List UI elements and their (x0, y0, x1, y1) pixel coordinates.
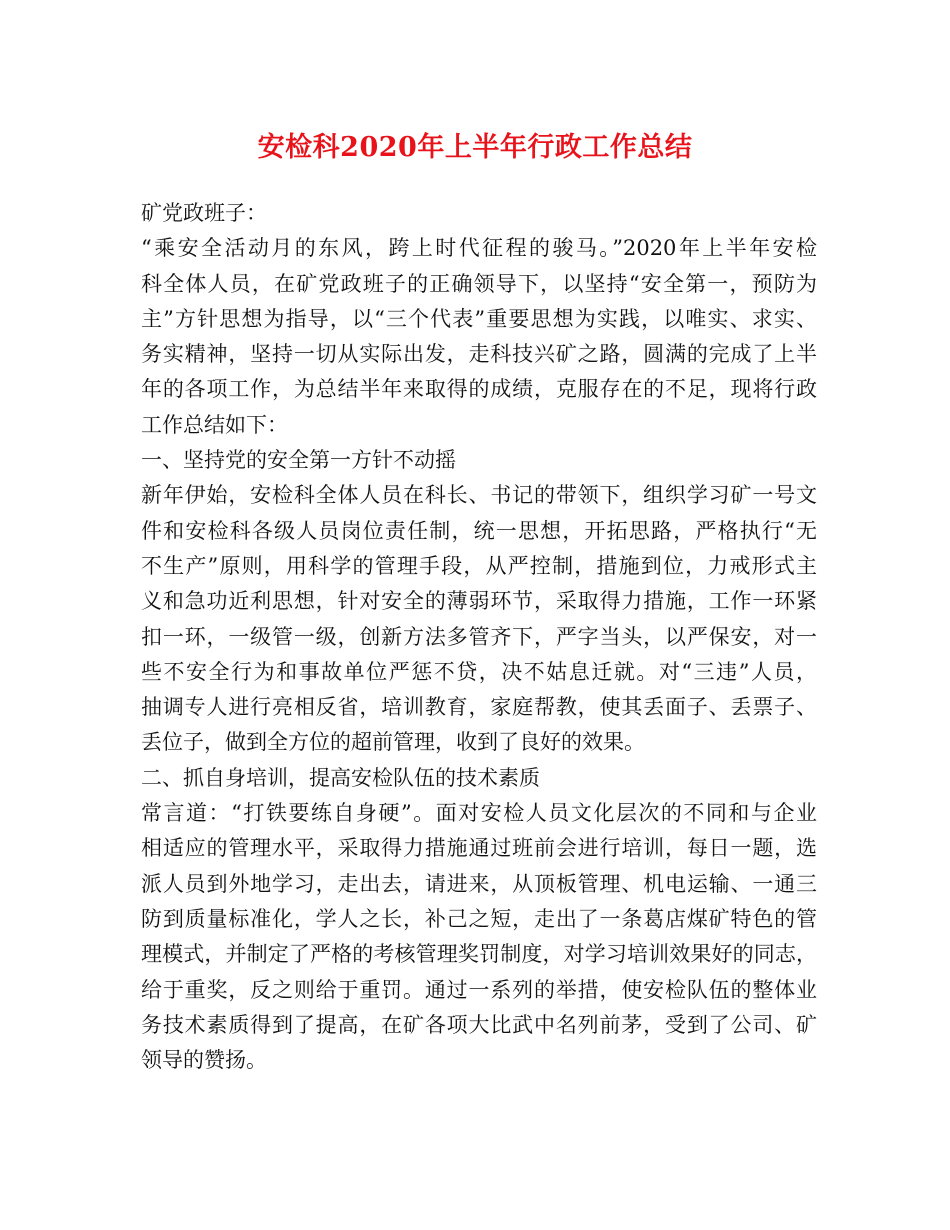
section1-line: 些不安全行为和事故单位严惩不贷，决不姑息迁就。对“三违”人员， (141, 659, 817, 684)
section1-line: 丢位子，做到全方位的超前管理，收到了良好的效果。 (141, 730, 645, 755)
section1-line: 件和安检科各级人员岗位责任制，统一思想，开拓思路，严格执行“无 (141, 518, 817, 543)
section1-line: 义和急功近利思想，针对安全的薄弱环节，采取得力措施，工作一环紧 (141, 589, 817, 614)
section2-line: 理模式，并制定了严格的考核管理奖罚制度，对学习培训效果好的同志， (141, 942, 817, 967)
section2-line: 防到质量标准化，学人之长，补己之短，走出了一条葛店煤矿特色的管 (141, 906, 817, 931)
section-heading: 二、抓自身培训，提高安检队伍的技术素质 (141, 765, 540, 790)
section-heading: 一、坚持党的安全第一方针不动摇 (141, 448, 456, 473)
section1-line: 抽调专人进行亮相反省，培训教育，家庭帮教，使其丢面子、丢票子、 (141, 695, 817, 720)
section1-line: 新年伊始，安检科全体人员在科长、书记的带领下，组织学习矿一号文 (141, 483, 817, 508)
section1-line: 扣一环，一级管一级，创新方法多管齐下，严字当头，以严保安，对一 (141, 624, 817, 649)
section2-line: 务技术素质得到了提高，在矿各项大比武中名列前茅，受到了公司、矿 (141, 1012, 817, 1037)
intro-line: “乘安全活动月的东风，跨上时代征程的骏马。”2020年上半年安检 (141, 236, 817, 261)
intro-line: 务实精神，坚持一切从实际出发，走科技兴矿之路，圆满的完成了上半 (141, 342, 817, 367)
intro-line: 主”方针思想为指导，以“三个代表”重要思想为实践，以唯实、求实、 (141, 306, 817, 331)
section1-line: 不生产”原则，用科学的管理手段，从严控制，措施到位，力戒形式主 (141, 553, 817, 578)
section2-line: 领导的赞扬。 (141, 1048, 267, 1073)
intro-line: 工作总结如下： (141, 412, 288, 437)
intro-line: 科全体人员，在矿党政班子的正确领导下，以坚持“安全第一，预防为 (141, 271, 817, 296)
section2-line: 给于重奖，反之则给于重罚。通过一系列的举措，使安检队伍的整体业 (141, 977, 817, 1002)
section2-line: 常言道：“打铁要练自身硬”。面对安检人员文化层次的不同和与企业 (141, 801, 817, 826)
section2-line: 相适应的管理水平，采取得力措施通过班前会进行培训，每日一题，选 (141, 836, 817, 861)
salutation: 矿党政班子： (141, 201, 267, 225)
document-body (141, 196, 817, 1078)
document-title: 安检科2020年上半年行政工作总结 (257, 132, 693, 163)
section2-line: 派人员到外地学习，走出去，请进来，从顶板管理、机电运输、一通三 (141, 871, 817, 896)
intro-line: 年的各项工作，为总结半年来取得的成绩，克服存在的不足，现将行政 (141, 377, 817, 402)
